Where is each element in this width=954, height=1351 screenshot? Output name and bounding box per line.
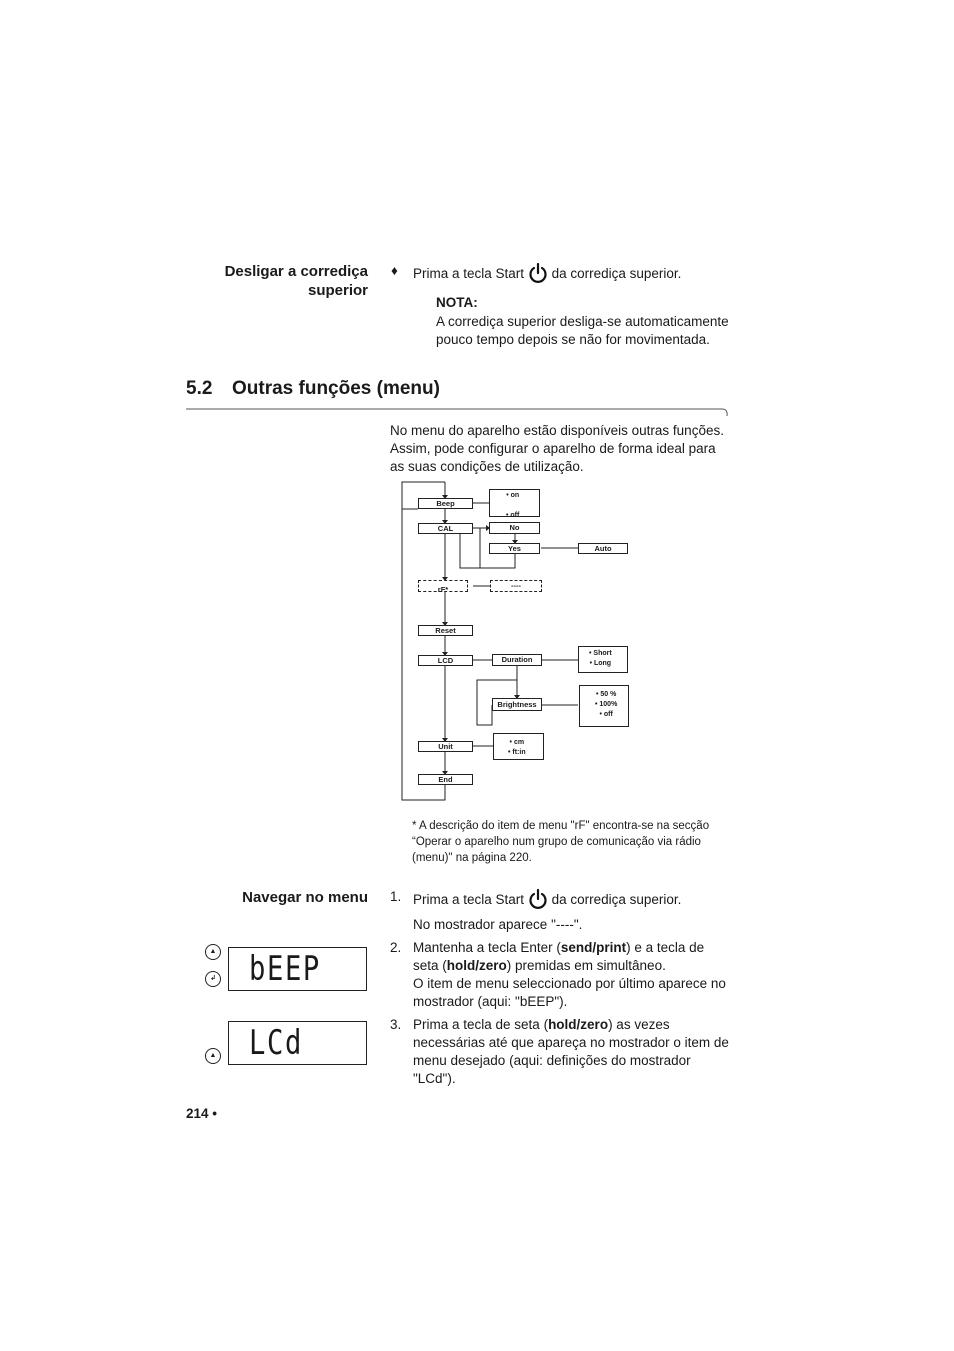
menu-flow-diagram — [400, 480, 640, 805]
step-3 — [390, 1016, 733, 1088]
menu-item-beep: Beep — [418, 498, 473, 509]
menu-intro: No menu do aparelho estão disponíveis outras funções. Assim, pode configurar o aparelho de forma ideal para as suas condições de utilização. — [390, 423, 724, 474]
step-2-result: O item de menu seleccionado por último aparece no mostrador (aqui: "bEEP"). — [413, 976, 726, 1009]
rf-dashes: ---- — [490, 580, 542, 592]
menu-item-reset: Reset — [418, 625, 473, 636]
navigate-steps — [390, 888, 733, 1088]
step-1-text-before: Prima a tecla Start — [413, 892, 525, 907]
beep-options-box — [489, 489, 540, 517]
arrow-key-icon: ▲ — [205, 944, 221, 960]
lcd-display-beep-text: bEEP — [249, 949, 321, 989]
hold-zero-key-label: hold/zero — [548, 1017, 609, 1032]
lcd-display-beep — [228, 947, 367, 991]
step-2 — [390, 939, 733, 975]
step-3-text-a: Prima a tecla de seta ( — [413, 1017, 549, 1032]
section-heading-navigate: Navegar no menu — [242, 889, 368, 906]
lcd-display-lcd-text: LCd — [249, 1023, 303, 1063]
step-2-text-c: ) e a tecla de seta ( — [413, 940, 705, 973]
arrow-key-icon: ▲ — [205, 1048, 221, 1064]
hold-zero-key-label: hold/zero — [446, 958, 507, 973]
send-print-key-label: send/print — [560, 940, 627, 955]
unit-options-box — [493, 733, 544, 760]
page-number: 214 • — [186, 1106, 218, 1121]
bullet-marker: ♦ — [391, 263, 398, 278]
menu-item-lcd: LCD — [418, 655, 473, 666]
section-number: 5.2 — [186, 378, 213, 399]
step-text-before: Prima a tecla Start — [413, 266, 525, 281]
duration-options-box — [578, 646, 628, 673]
cal-option-auto: Auto — [578, 543, 628, 554]
menu-item-unit: Unit — [418, 741, 473, 752]
menu-item-end: End — [418, 774, 473, 785]
switch-off-step — [413, 262, 733, 284]
step-1-text-after: da corrediça superior. — [551, 892, 682, 907]
step-2-text-a: Mantenha a tecla Enter ( — [413, 940, 561, 955]
menu-item-cal: CAL — [418, 523, 473, 534]
section-title: Outras funções (menu) — [232, 378, 440, 399]
beep-options: • on • off — [506, 492, 520, 519]
step-1-result: No mostrador aparece "----". — [413, 917, 583, 932]
menu-item-rf: rF* — [418, 580, 468, 592]
step-2-number: 2. — [390, 940, 402, 955]
enter-key-icon: ↲ — [205, 971, 221, 987]
step-1-number: 1. — [390, 889, 402, 904]
brightness-options-box — [579, 685, 629, 727]
section-rule — [186, 406, 731, 418]
step-2-text-e: ) premidas em simultâneo. — [506, 958, 666, 973]
cal-option-no: No — [489, 522, 540, 534]
diagram-footnote: * A descrição do item de menu "rF" encontra-se na secção “Operar o aparelho num grupo de comunicação via rádio (menu)" na página 220. — [412, 820, 710, 864]
section-heading-switch-off: Desligar a corrediça superior — [224, 263, 368, 299]
lcd-display-lcd — [228, 1021, 367, 1065]
step-3-text-c: ) as vezes necessárias até que apareça no mostrador o item de menu desejado (aqui: definições do mostrador "LCd"). — [413, 1017, 729, 1086]
lcd-option-duration: Duration — [492, 654, 542, 666]
note-label: NOTA: — [436, 295, 478, 310]
step-text-after: da corrediça superior. — [551, 266, 682, 281]
brightness-options: • 50 % • 100% • off — [595, 691, 618, 718]
note-text: A corrediça superior desliga-se automaticamente pouco tempo depois se não for movimentada. — [436, 314, 729, 347]
power-icon — [528, 888, 548, 910]
lcd-option-brightness: Brightness — [492, 698, 542, 711]
step-3-number: 3. — [390, 1017, 402, 1032]
cal-option-yes: Yes — [489, 543, 540, 554]
unit-options: • cm • ft:in — [508, 739, 526, 756]
duration-options: • Short • Long — [589, 650, 612, 667]
power-icon — [528, 262, 548, 284]
step-1 — [390, 888, 733, 910]
